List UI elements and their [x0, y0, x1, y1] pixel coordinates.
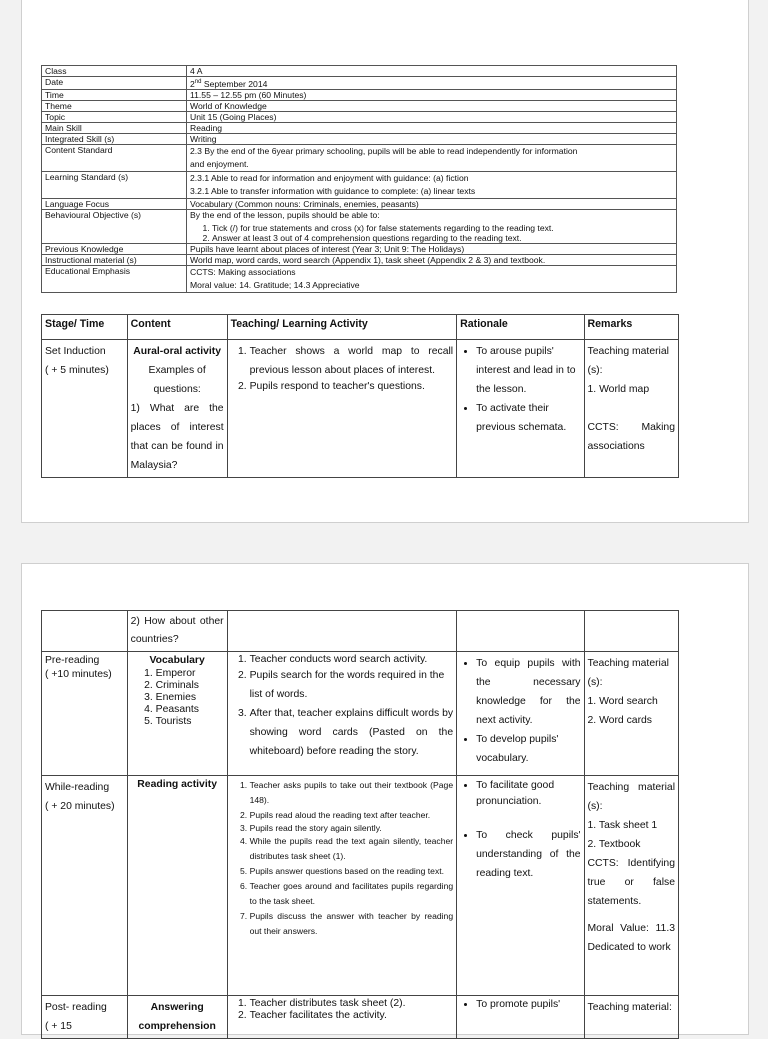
lesson-plan-table — [41, 314, 679, 478]
header-activity: Teaching/ Learning Activity — [227, 315, 457, 340]
lesson-plan-table-continued — [41, 610, 679, 1039]
set-induction-row: Set Induction ( + 5 minutes) Aural-oral activity Examples of questions: 1) What are the places of interest that can be found in Malaysia? 1. Teacher shows a world map to recall previous lesson about places of interest. 2. Pupils respond to teacher's questions. • To arouse pupils' interest and lead in to the lesson. • To activate their previous schemata. Teaching material (s): 1. World map CCTS: Making associations — [42, 340, 679, 478]
info-row-main-skill: Main Skill Reading — [42, 122, 677, 133]
info-row-date: Date 2nd September 2014 — [42, 77, 677, 90]
info-row-theme: Theme World of Knowledge — [42, 100, 677, 111]
post-reading-row: Post- reading ( + 15 Answering comprehension 1. Teacher distributes task sheet (2). 2. Teacher facilitates the activity. • To promote pupils' Teaching material: — [42, 996, 679, 1039]
info-row-previous-knowledge: Previous Knowledge Pupils have learnt about places of interest (Year 3; Unit 9: The Holidays) — [42, 243, 677, 254]
info-row-time: Time 11.55 – 12.55 pm (60 Minutes) — [42, 89, 677, 100]
header-remarks: Remarks — [584, 315, 678, 340]
info-row-content-standard: Content Standard 2.3 By the end of the 6year primary schooling, pupils will be able to read independently for information and enjoyment. — [42, 144, 677, 171]
info-row-class: Class 4 A — [42, 66, 677, 77]
info-row-educational-emphasis: Educational Emphasis CCTS: Making associations Moral value: 14. Gratitude; 14.3 Appreciative — [42, 265, 677, 292]
info-row-learning-standard: Learning Standard (s) 2.3.1 Able to read for information and enjoyment with guidance: (a) fiction 3.2.1 Able to transfer information with guidance to complete: (a) linear texts — [42, 171, 677, 198]
info-row-topic: Topic Unit 15 (Going Places) — [42, 111, 677, 122]
while-reading-row: While-reading ( + 20 minutes) Reading activity 1. Teacher asks pupils to take out their textbook (Page 148). 2. Pupils read aloud the reading text after teacher. 3. Pupils read the story again silently. 4. While the pupils read the text again silently, teacher distributes task sheet (1). 5. Pupils answer questions based on the reading text. 6. Teacher goes around and facilitates pupils regarding to the task sheet. 7. Pupils discuss the answer with teacher by reading out their answers. • To facilitate good pronunciation. • To check pupils' understanding of the reading text. Teaching material (s): 1. Task sheet 1 2. Textbook CCTS: Identifying true or false statements. Moral Value: 11.3 Dedicated to work — [42, 776, 679, 996]
lesson-info-table — [41, 65, 677, 293]
info-row-behavioural-objective: Behavioural Objective (s) By the end of the lesson, pupils should be able to: 1. Tick (/) for true statements and cross (x) for false statements regarding to the reading text. 2. Answer at least 3 out of 4 comprehension questions regarding to the reading text. — [42, 209, 677, 243]
lesson-header-row — [42, 315, 679, 340]
continued-row: 2) How about other countries? — [42, 611, 679, 652]
info-row-instructional-material: Instructional material (s) World map, word cards, word search (Appendix 1), task sheet (Appendix 2 & 3) and textbook. — [42, 254, 677, 265]
info-row-language-focus: Language Focus Vocabulary (Common nouns: Criminals, enemies, peasants) — [42, 198, 677, 209]
header-content: Content — [127, 315, 227, 340]
pre-reading-row: Pre-reading ( +10 minutes) Vocabulary 1. Emperor 2. Criminals 3. Enemies 4. Peasants 5. Tourists 1. Teacher conducts word search activity. 2. Pupils search for the words required in the list of words. 3. After that, teacher explains difficult words by showing word cards (Pasted on the whiteboard) before reading the story. • To equip pupils with the necessary knowledge for the next activity. • To develop pupils' vocabulary. Teaching material (s): 1. Word search 2. Word cards — [42, 652, 679, 776]
header-stage-time: Stage/ Time — [42, 315, 128, 340]
info-row-integrated-skill: Integrated Skill (s) Writing — [42, 133, 677, 144]
header-rationale: Rationale — [457, 315, 584, 340]
